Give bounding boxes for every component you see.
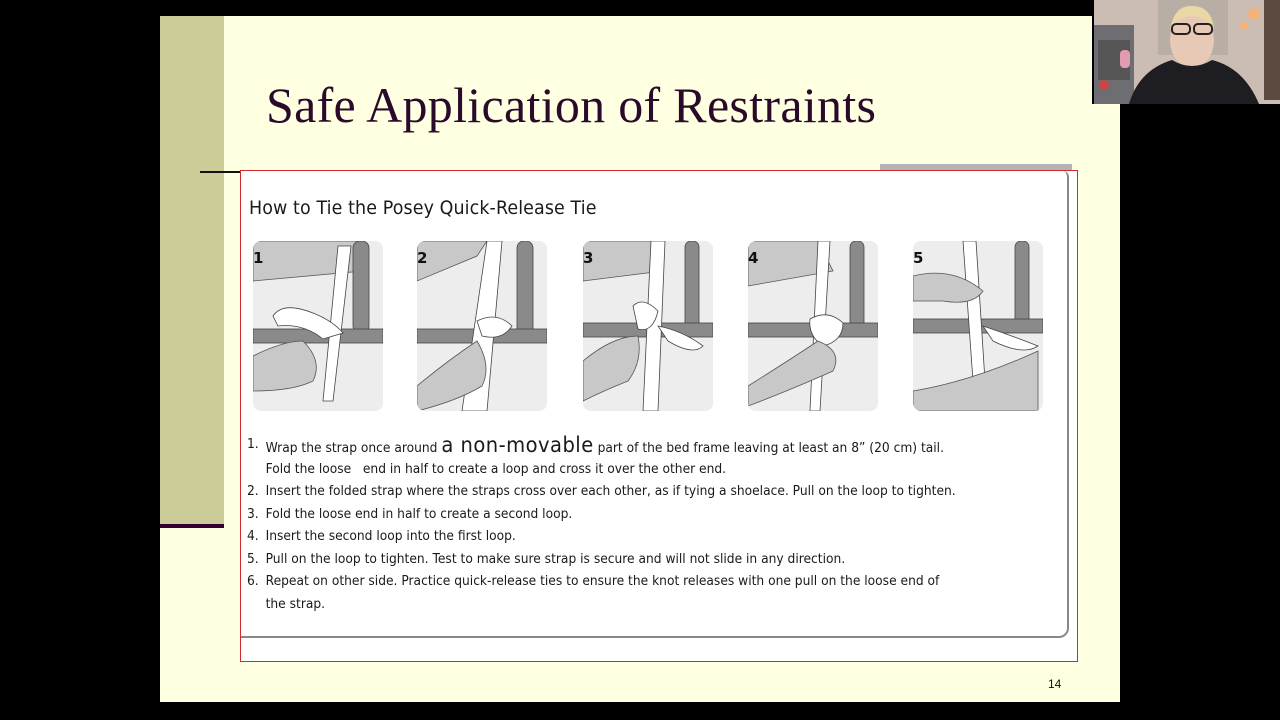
instruction-item-3 [247,504,991,527]
slide-title: Safe Application of Restraints [266,77,877,133]
presenter-video-icon [1094,0,1280,104]
instruction-item-4 [247,526,991,549]
loop-insert-illustration-icon [748,241,878,411]
step-number: 2 [417,249,428,267]
instruction-item-1 [247,434,991,461]
strap-insert-illustration-icon [417,241,547,411]
instruction-text: Fold the loose end in half to create a loop and cross it over the other end. [265,461,727,477]
step-number: 5 [913,249,924,267]
instruction-number: 3. [247,506,259,522]
slide-left-accent-line [160,524,224,528]
instruction-number: 4. [247,529,259,544]
step-illustration-2 [417,241,547,411]
step-illustration-3 [583,241,713,411]
presentation-slide [160,16,1092,702]
step-illustration-1 [253,241,383,411]
instruction-text: the strap. [265,596,326,612]
instruction-number: 5. [247,551,259,567]
strap-wrap-illustration-icon [253,241,383,411]
instruction-figure [240,170,1078,662]
instruction-list [247,434,991,616]
second-loop-illustration-icon [583,241,713,411]
step-number: 1 [253,249,264,267]
slide-left-decor-band [160,16,224,526]
instruction-text: Repeat on other side. Practice quick-release ties to ensure the knot releases with one pull on the loose end of [265,574,940,589]
step-number: 3 [583,249,594,267]
instruction-text: Wrap the strap once around [265,441,442,456]
slide-number: 14 [1048,677,1062,691]
step-number: 4 [748,249,759,267]
instruction-text: Insert the folded strap where the straps cross over each other, as if tying a shoelace. Pull on the loop to tighten. [265,484,956,499]
instruction-item-5 [247,549,991,572]
instruction-item-6-cont [247,594,991,617]
step-illustration-4 [748,241,878,411]
instruction-item-6 [247,571,991,594]
instruction-text: Fold the loose end in half to create a second loop. [265,506,573,522]
instruction-number: 6. [247,574,259,589]
instruction-text: Pull on the loop to tighten. Test to make sure strap is secure and will not slide in any direction. [265,551,846,567]
instruction-number: 1. [247,437,259,452]
step-illustrations [253,241,1053,413]
title-rule-line [200,171,240,173]
instruction-item-2 [247,481,991,504]
presenter-webcam[interactable] [1094,0,1280,104]
instruction-text: part of the bed frame leaving at least an 8” (20 cm) tail. [593,441,944,456]
instruction-number: 2. [247,484,259,499]
instruction-text: Insert the second loop into the first loop. [265,529,516,544]
instruction-item-1-cont [247,459,991,482]
instruction-emphasis: a non-movable [441,433,594,457]
tighten-knot-illustration-icon [913,241,1043,411]
figure-title: How to Tie the Posey Quick-Release Tie [249,197,597,219]
slide-right-edge [1092,104,1120,702]
step-illustration-5 [913,241,1043,411]
